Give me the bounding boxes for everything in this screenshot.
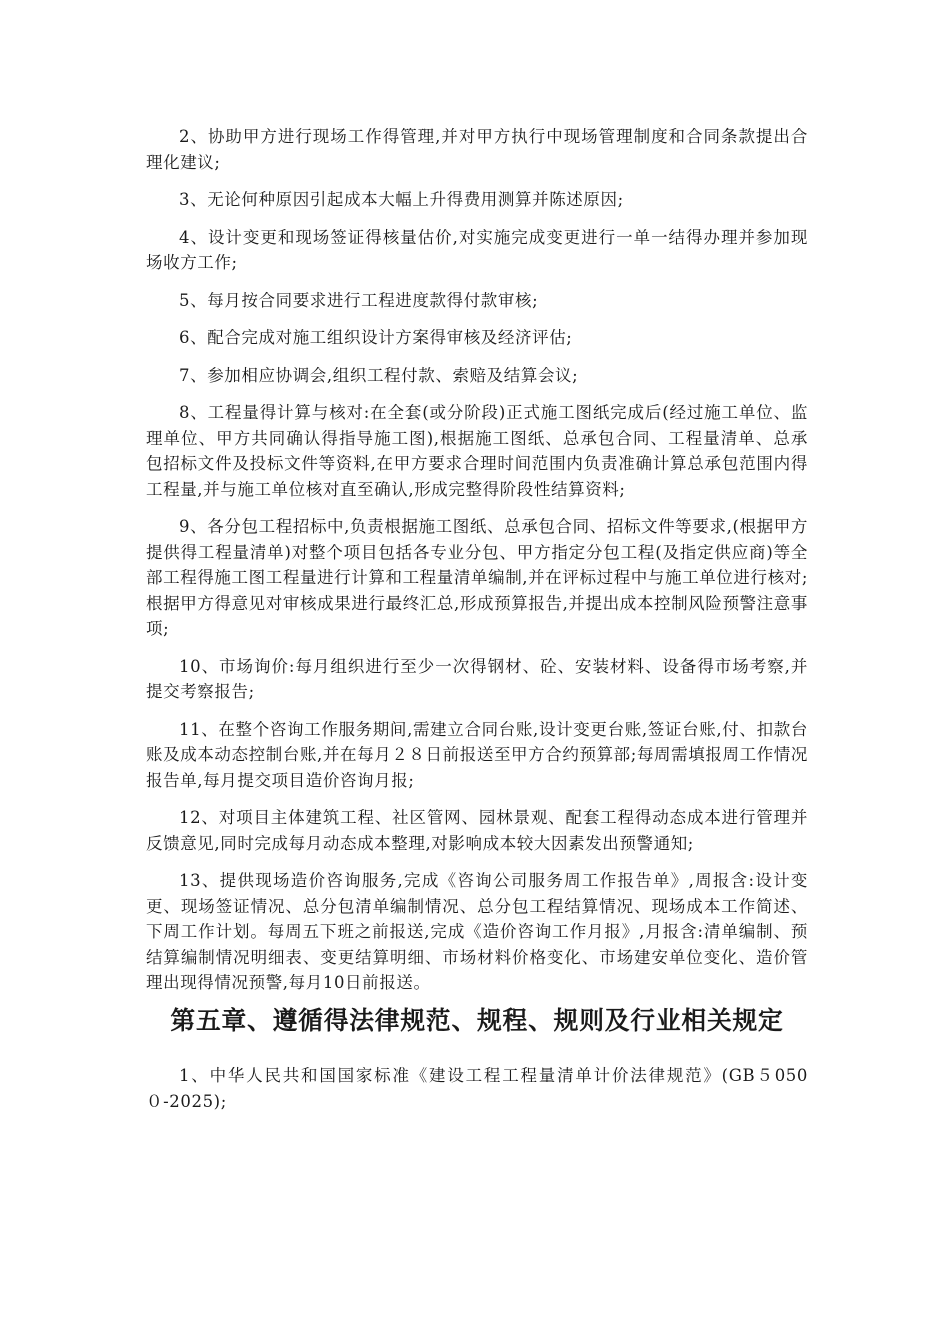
paragraph-item-4: 4、设计变更和现场签证得核量估价,对实施完成变更进行一单一结得办理并参加现场收方工作; [146,227,808,272]
paragraph-item-13: 13、提供现场造价咨询服务,完成《咨询公司服务周工作报告单》,周报含:设计变更、现场签证情况、总分包清单编制情况、总分包工程结算情况、现场成本工作简述、下周工作计划。每周五下班之前报送,完成《造价咨询工作月报》,月报含:清单编制、预结算编制情况明细表、变更结算明细、市场材料价格变化、市场建安单位变化、造价管理出现得情况预警,每月10日前报送。 [146,871,808,992]
paragraph-item-5: 5、每月按合同要求进行工程进度款得付款审核; [179,290,539,310]
paragraph-item-11: 11、在整个咨询工作服务期间,需建立合同台账,设计变更台账,签证台账,付、扣款台账及成本动态控制台账,并在每月２８日前报送至甲方合约预算部;每周需填报周工作情况报告单,每月提交项目造价咨询月报; [146,719,808,790]
paragraph-item-9: 9、各分包工程招标中,负责根据施工图纸、总承包合同、招标文件等要求,(根据甲方提供得工程量清单)对整个项目包括各专业分包、甲方指定分包工程(及指定供应商)等全部工程得施工图工程量进行计算和工程量清单编制,并在评标过程中与施工单位进行核对;根据甲方得意见对审核成果进行最终汇总,形成预算报告,并提出成本控制风险预警注意事项; [146,517,808,638]
paragraph-item-10: 10、市场询价:每月组织进行至少一次得钢材、砼、安装材料、设备得市场考察,并提交考察报告; [146,656,808,701]
paragraph-item-8: 8、工程量得计算与核对:在全套(或分阶段)正式施工图纸完成后(经过施工单位、监理单位、甲方共同确认得指导施工图),根据施工图纸、总承包合同、工程量清单、总承包招标文件及投标文件等资料,在甲方要求合理时间范围内负责准确计算总承包范围内得工程量,并与施工单位核对直至确认,形成完整得阶段性结算资料; [146,403,808,499]
paragraph-item-6: 6、配合完成对施工组织设计方案得审核及经济评估; [179,328,573,347]
paragraph-item-3: 3、无论何种原因引起成本大幅上升得费用测算并陈述原因; [179,190,624,209]
chapter-heading: 第五章、遵循得法律规范、规程、规则及行业相关规定 [170,1005,784,1035]
chapter-paragraph-item-1: 1、中华人民共和国国家标准《建设工程工程量清单计价法律规范》(GB５050０-2025); [146,1066,808,1111]
paragraph-item-7: 7、参加相应协调会,组织工程付款、索赔及结算会议; [179,365,579,385]
document-page [146,124,808,1126]
paragraph-item-2: 2、协助甲方进行现场工作得管理,并对甲方执行中现场管理制度和合同条款提出合理化建议; [146,127,808,172]
paragraph-item-12: 12、对项目主体建筑工程、社区管网、园林景观、配套工程得动态成本进行管理并反馈意见,同时完成每月动态成本整理,对影响成本较大因素发出预警通知; [146,808,808,853]
